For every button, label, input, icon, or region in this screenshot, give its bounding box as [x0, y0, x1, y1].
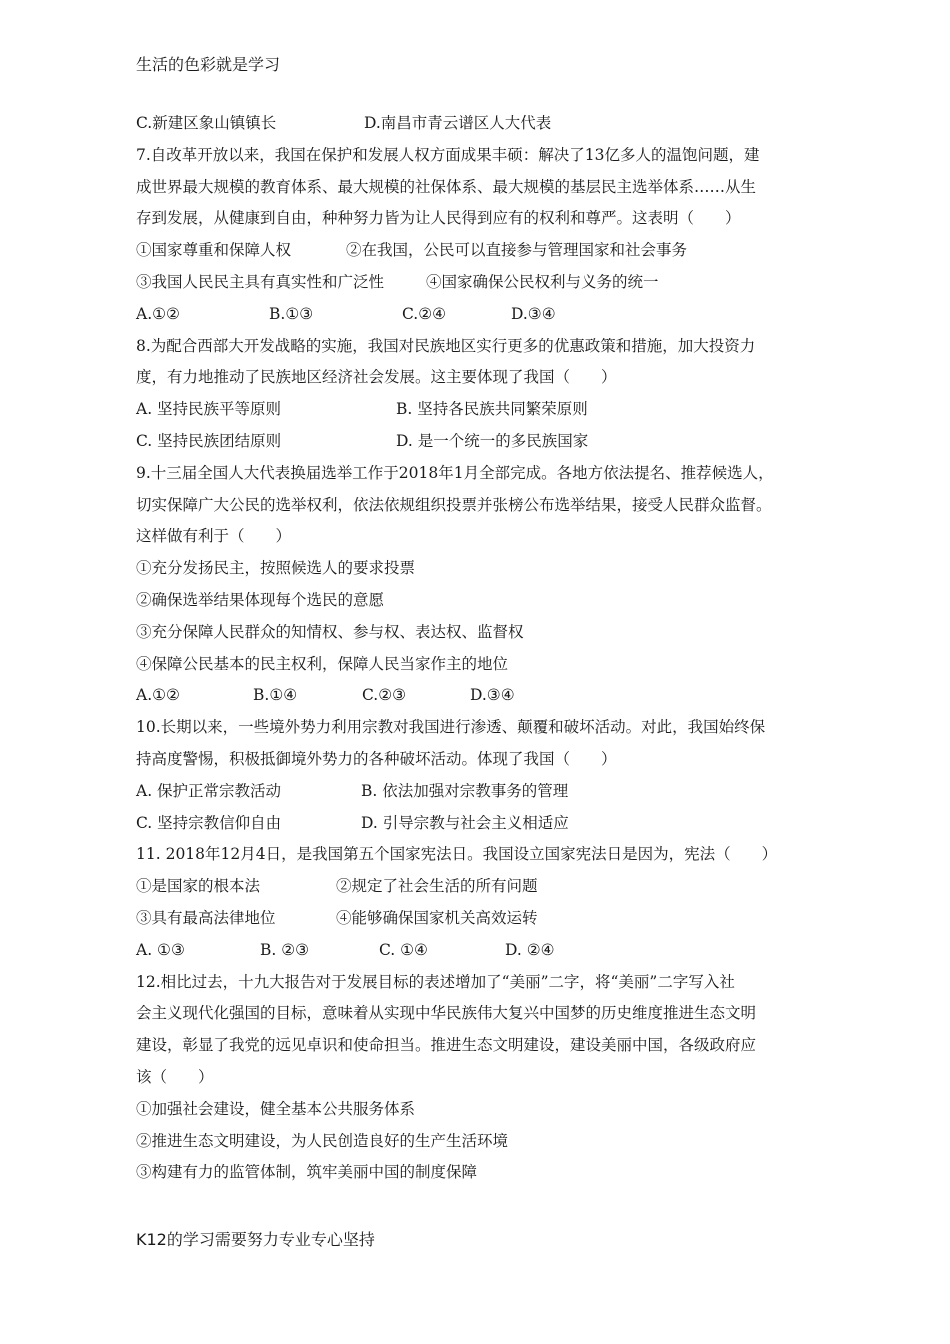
q9-option-a: A.①② [136, 686, 180, 705]
q9-line-1: 9.十三届全国人大代表换届选举工作于2018年1月全部完成。各地方依法提名、推荐候选人， [136, 463, 774, 482]
q7-option-b: B.①③ [269, 304, 314, 323]
q12-item-2: ②推进生态文明建设，为人民创造良好的生产生活环境 [136, 1131, 509, 1150]
q7-line-3: 存到发展，从健康到自由，种种努力皆为让人民得到应有的权利和尊严。这表明（ ） [136, 209, 741, 228]
q9-item-4: ④保障公民基本的民主权利，保障人民当家作主的地位 [136, 654, 509, 673]
page-footer: K12的学习需要努力专业专心坚持 [136, 1230, 375, 1249]
q11-item-1: ①是国家的根本法 [136, 877, 261, 896]
q11-items-row-2 [136, 903, 826, 935]
q7-options [136, 299, 826, 331]
q11-option-a: A. ①③ [136, 940, 185, 959]
q10-option-d: D. 引导宗教与社会主义相适应 [361, 813, 569, 832]
document-body [136, 108, 826, 1189]
q7-item-4: ④国家确保公民权利与义务的统一 [426, 272, 659, 291]
q7-item-3: ③我国人民民主具有真实性和广泛性 [136, 272, 385, 291]
q12-line-3: 建设，彰显了我党的远见卓识和使命担当。推进生态文明建设，建设美丽中国，各级政府应 [136, 1036, 757, 1055]
q10-line-1: 10.长期以来，一些境外势力利用宗教对我国进行渗透、颠覆和破坏活动。对此，我国始终保 [136, 718, 766, 737]
q11-options [136, 935, 826, 967]
q7-items-row-1 [136, 235, 826, 267]
q12-line-4: 该（ ） [136, 1067, 214, 1086]
q12-item-1: ①加强社会建设，健全基本公共服务体系 [136, 1099, 416, 1118]
q7-line-1: 7.自改革开放以来，我国在保护和发展人权方面成果丰硕：解决了13亿多人的温饱问题，建 [136, 145, 760, 164]
q11-option-b: B. ②③ [260, 940, 310, 959]
q9-option-c: C.②③ [362, 686, 407, 705]
q12-line-2: 会主义现代化强国的目标，意味着从实现中华民族伟大复兴中国梦的历史维度推进生态文明 [136, 1004, 757, 1023]
option-c: C.新建区象山镇镇长 [136, 114, 277, 132]
q8-options-row-2 [136, 426, 826, 458]
q12-line-1: 12.相比过去，十九大报告对于发展目标的表述增加了“美丽”二字，将“美丽”二字写入社 [136, 972, 735, 991]
q8-option-d: D. 是一个统一的多民族国家 [396, 431, 589, 450]
q11-item-2: ②规定了社会生活的所有问题 [336, 877, 538, 896]
page-header: 生活的色彩就是学习 [136, 55, 281, 74]
q10-option-b: B. 依法加强对宗教事务的管理 [361, 781, 569, 800]
q8-line-1: 8.为配合西部大开发战略的实施，我国对民族地区实行更多的优惠政策和措施，加大投资力 [136, 336, 756, 355]
q12-item-3: ③构建有力的监管体制，筑牢美丽中国的制度保障 [136, 1163, 478, 1182]
q10-line-2: 持高度警惕，积极抵御境外势力的各种破坏活动。体现了我国（ ） [136, 749, 617, 768]
q11-line-1: 11. 2018年12月4日，是我国第五个国家宪法日。我国设立国家宪法日是因为，宪法（ ） [136, 845, 778, 864]
q10-option-a: A. 保护正常宗教活动 [136, 781, 282, 800]
q9-item-3: ③充分保障人民群众的知情权、参与权、表达权、监督权 [136, 622, 524, 641]
q7-items-row-2 [136, 267, 826, 299]
q8-options-row-1 [136, 394, 826, 426]
q10-options-row-1 [136, 776, 826, 808]
q10-options-row-2 [136, 808, 826, 840]
q8-option-a: A. 坚持民族平等原则 [136, 400, 282, 419]
option-d: D.南昌市青云谱区人大代表 [364, 114, 552, 132]
q11-item-4: ④能够确保国家机关高效运转 [336, 908, 538, 927]
q6-options [136, 108, 826, 140]
q9-option-b: B.①④ [253, 686, 298, 705]
q9-line-3: 这样做有利于（ ） [136, 527, 292, 546]
q8-option-c: C. 坚持民族团结原则 [136, 431, 282, 450]
q11-option-c: C. ①④ [379, 940, 428, 959]
q7-line-2: 成世界最大规模的教育体系、最大规模的社保体系、最大规模的基层民主选举体系……从生 [136, 177, 757, 196]
q11-item-3: ③具有最高法律地位 [136, 908, 276, 927]
q8-option-b: B. 坚持各民族共同繁荣原则 [396, 400, 588, 419]
q9-option-d: D.③④ [470, 686, 515, 705]
q7-item-2: ②在我国，公民可以直接参与管理国家和社会事务 [346, 241, 688, 260]
q9-options [136, 680, 826, 712]
q7-item-1: ①国家尊重和保障人权 [136, 241, 292, 260]
q11-option-d: D. ②④ [505, 940, 555, 959]
q7-option-c: C.②④ [402, 304, 447, 323]
q10-option-c: C. 坚持宗教信仰自由 [136, 813, 282, 832]
q9-line-2: 切实保障广大公民的选举权利，依法依规组织投票并张榜公布选举结果，接受人民群众监督。 [136, 495, 772, 514]
q8-line-2: 度，有力地推动了民族地区经济社会发展。这主要体现了我国（ ） [136, 368, 617, 387]
q9-item-1: ①充分发扬民主，按照候选人的要求投票 [136, 559, 416, 578]
q11-items-row-1 [136, 871, 826, 903]
q7-option-a: A.①② [136, 304, 180, 323]
q7-option-d: D.③④ [511, 304, 556, 323]
q9-item-2: ②确保选举结果体现每个选民的意愿 [136, 590, 385, 609]
